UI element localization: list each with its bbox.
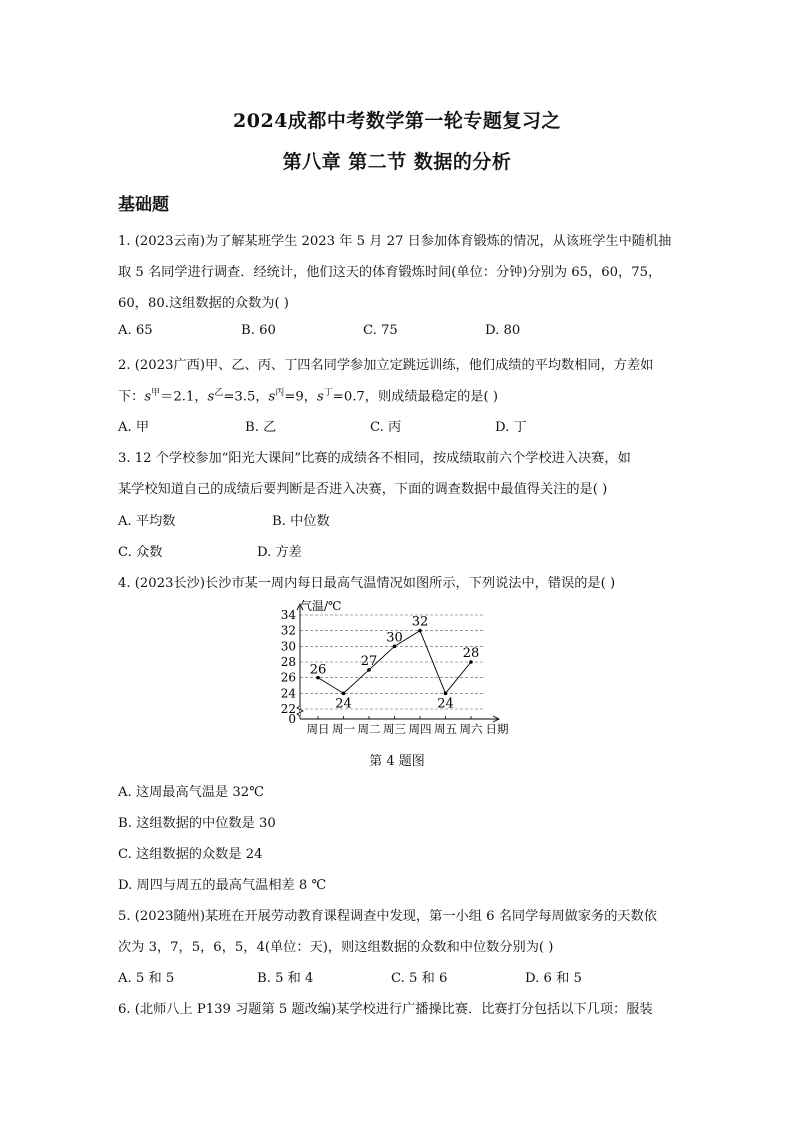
var-jia-sup: 甲 — [151, 388, 161, 398]
var-yi-value: =3.5， — [223, 389, 269, 405]
q4-figure-caption: 第 4 题图 — [369, 754, 425, 769]
q1-line-2: 取 5 名同学进行调查．经统计，他们这天的体育锻炼时间(单位：分钟)分别为 65，60，75， — [118, 265, 662, 280]
q1-option-c: C. 75 — [363, 323, 398, 338]
q2-option-c: C. 丙 — [370, 420, 402, 435]
q5-option-d: D. 6 和 5 — [525, 971, 582, 986]
q4-option-c: C. 这组数据的众数是 24 — [118, 847, 263, 862]
y-tick-label-28: 28 — [280, 655, 296, 669]
q5-line-1: 5. (2023随州)某班在开展劳动教育课程调查中发现，第一小组 6 名同学每周做家务的天数依 — [118, 909, 657, 924]
q3-line-1: 3. 12 个学校参加“阳光大课间”比赛的成绩各不相同，按成绩取前六个学校进入决赛，如 — [118, 451, 631, 466]
q4-option-a: A. 这周最高气温是 32℃ — [118, 785, 264, 800]
q6-line-1: 6. (北师八上 P139 习题第 5 题改编)某学校进行广播操比赛．比赛打分包括以下几项：服装 — [118, 1002, 653, 1017]
title-line-1: 2024成都中考数学第一轮专题复习之 — [233, 110, 561, 132]
q3-option-c: C. 众数 — [118, 545, 163, 560]
y-tick-label-26: 26 — [280, 670, 296, 685]
x-tick-label-4: 周四 — [408, 722, 432, 736]
axis-break-mark — [297, 706, 303, 716]
temperature-line-chart — [270, 598, 530, 744]
data-point-5 — [444, 692, 448, 696]
q4-option-b: B. 这组数据的中位数是 30 — [118, 816, 276, 831]
var-ding-sup: 丁 — [323, 388, 333, 398]
chart-axes — [297, 604, 499, 722]
q1-option-b: B. 60 — [241, 323, 276, 338]
var-yi-sup: 乙 — [214, 388, 224, 398]
q5-option-c: C. 5 和 6 — [391, 971, 448, 986]
var-jia-symbol: s — [144, 389, 152, 405]
x-tick-label-3: 周三 — [383, 722, 406, 736]
chart-grid — [300, 615, 485, 712]
var-yi-symbol: s — [207, 389, 215, 405]
var-bing-sup: 丙 — [275, 388, 285, 398]
q3-option-a: A. 平均数 — [118, 514, 176, 529]
q2-option-d: D. 丁 — [495, 420, 527, 435]
x-tick-label-2: 周二 — [357, 722, 381, 736]
q5-option-a: A. 5 和 5 — [118, 971, 175, 986]
y-tick-label-34: 34 — [280, 608, 296, 622]
var-jia-value: ＝2.1， — [160, 389, 208, 405]
q2-option-a: A. 甲 — [118, 420, 150, 435]
q4-line-1: 4. (2023长沙)长沙市某一周内每日最高气温情况如图所示，下列说法中，错误的是( ) — [118, 576, 616, 591]
data-label-5: 24 — [437, 696, 454, 712]
data-label-0: 26 — [309, 662, 327, 678]
chart-y-axis-label: 气温/℃ — [300, 599, 342, 613]
var-bing-value: =9， — [284, 389, 317, 405]
section-title: 基础题 — [118, 195, 169, 215]
q3-option-b: B. 中位数 — [272, 514, 330, 529]
var-ding-symbol: s — [316, 389, 324, 405]
title-line-2: 第八章 第二节 数据的分析 — [282, 151, 512, 173]
q2-line-2 — [118, 385, 498, 404]
data-label-6: 28 — [462, 646, 480, 661]
x-tick-label-1: 周一 — [332, 722, 355, 736]
y-tick-label-24: 24 — [280, 686, 296, 701]
q2-line-1: 2. (2023广西)甲、乙、丙、丁四名同学参加立定跳远训练，他们成绩的平均数相同，方差如 — [118, 358, 654, 373]
chart-y-ticks — [281, 608, 297, 726]
data-label-4: 32 — [411, 614, 429, 630]
q3-option-d: D. 方差 — [257, 545, 302, 560]
x-tick-label-0: 周日 — [306, 722, 330, 736]
q1-option-d: D. 80 — [485, 323, 521, 338]
x-tick-label-6: 周六 — [459, 722, 483, 736]
q1-option-a: A. 65 — [118, 323, 153, 338]
y-tick-label-32: 32 — [280, 623, 296, 638]
data-label-2: 27 — [360, 653, 378, 669]
var-ding-value: =0.7，则成绩最稳定的是( ) — [332, 389, 498, 405]
y-tick-label-30: 30 — [280, 639, 296, 654]
q1-line-1: 1. (2023云南)为了解某班学生 2023 年 5 月 27 日参加体育锻炼的情况，从该班学生中随机抽 — [118, 234, 672, 249]
x-axis-label: 日期 — [485, 722, 509, 736]
q5-option-b: B. 5 和 4 — [257, 971, 314, 986]
q1-line-3: 60，80.这组数据的众数为( ) — [118, 296, 289, 311]
chart-data-labels — [310, 615, 480, 712]
y-tick-label-22: 22 — [280, 702, 296, 716]
data-point-1 — [342, 692, 346, 696]
q4-option-d: D. 周四与周五的最高气温相差 8 ℃ — [118, 878, 327, 893]
data-label-3: 30 — [386, 630, 403, 646]
q2-prefix: 下： — [118, 389, 145, 405]
q3-line-2: 某学校知道自己的成绩后要判断是否进入决赛，下面的调查数据中最值得关注的是( ) — [118, 482, 608, 497]
var-bing-symbol: s — [268, 389, 276, 405]
x-tick-label-5: 周五 — [434, 722, 457, 736]
y-tick-label-0: 0 — [288, 712, 296, 726]
data-label-1: 24 — [335, 696, 352, 712]
q2-option-b: B. 乙 — [245, 420, 277, 435]
q5-line-2: 次为 3，7，5，6，5，4(单位：天)，则这组数据的众数和中位数分别为( ) — [118, 940, 554, 955]
